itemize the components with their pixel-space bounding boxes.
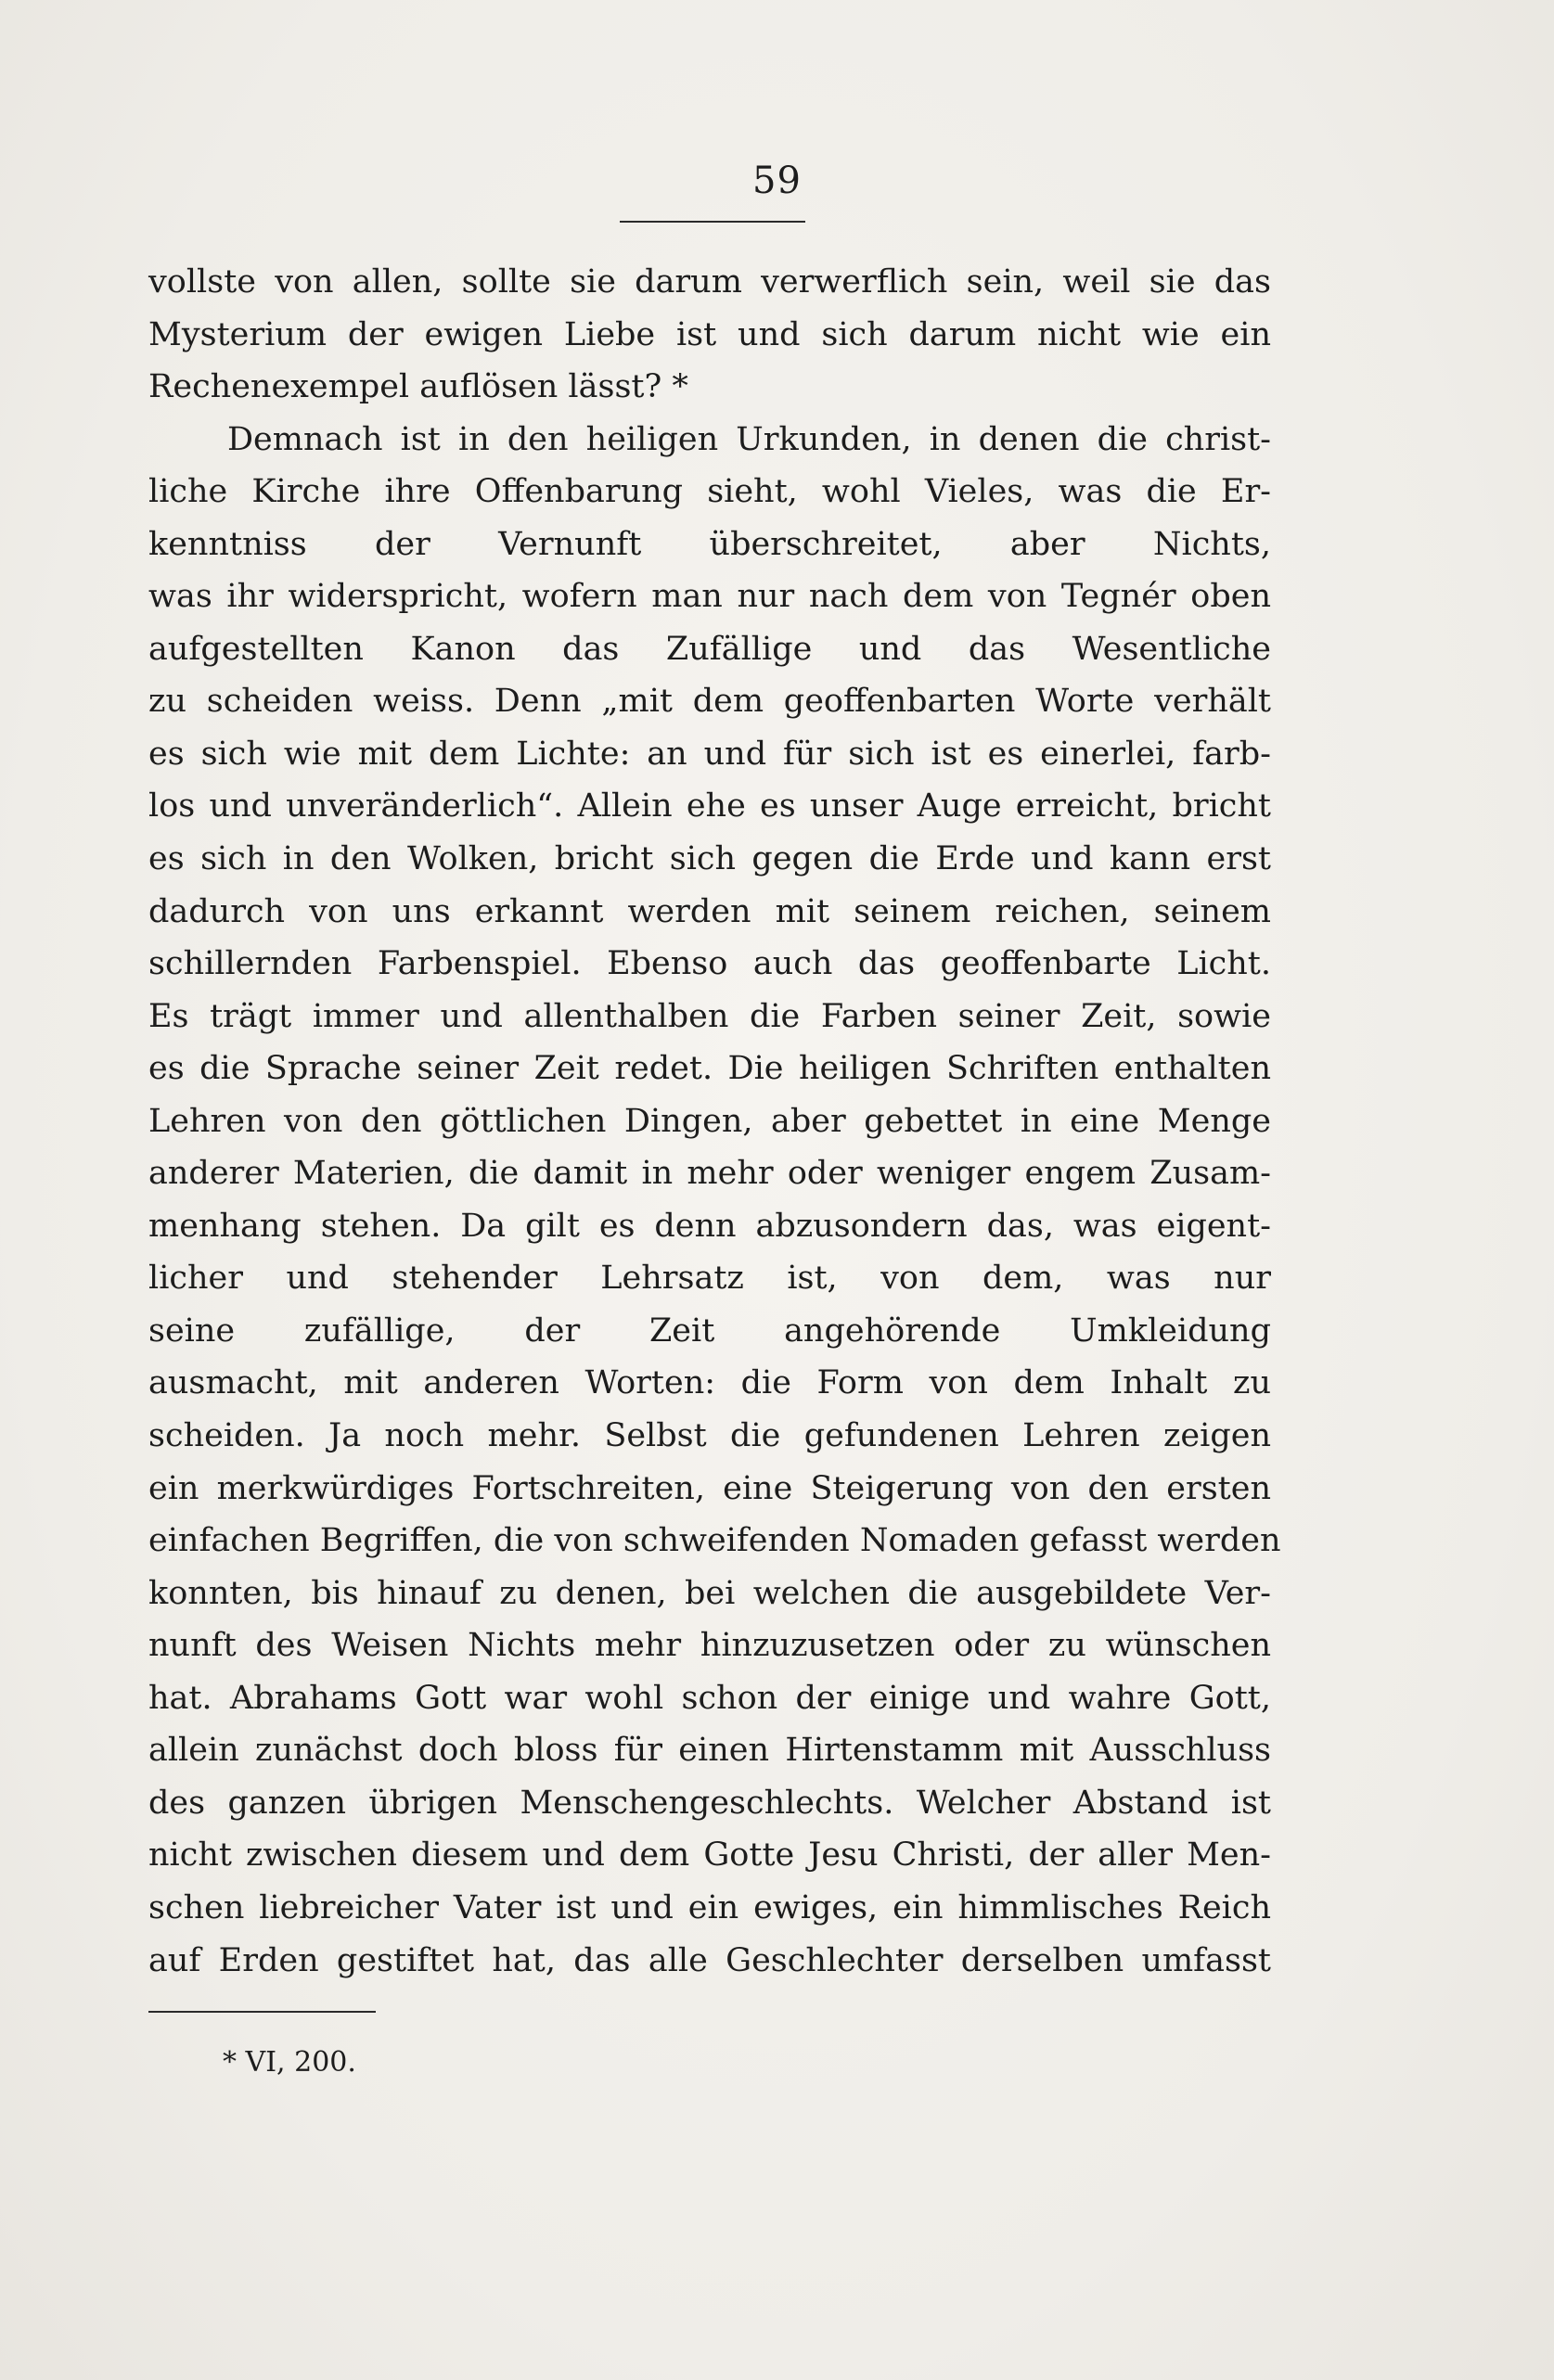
text-line: es sich in den Wolken, bricht sich gegen die Erde und kann erst bbox=[148, 840, 1271, 878]
text-line: Rechenexempel auflösen lässt? * bbox=[148, 368, 688, 406]
text-line: auf Erden gestiftet hat, das alle Geschlechter derselben umfasst bbox=[148, 1941, 1271, 1979]
text-line: Demnach ist in den heiligen Urkunden, in denen die christ- bbox=[227, 420, 1271, 458]
text-line: dadurch von uns erkannt werden mit seinem reichen, seinem bbox=[148, 892, 1271, 930]
text-line: liche Kirche ihre Offenbarung sieht, wohl Vieles, was die Er- bbox=[148, 473, 1271, 511]
text-line: Es trägt immer und allenthalben die Farben seiner Zeit, sowie bbox=[148, 997, 1271, 1035]
text-line: ein merkwürdiges Fortschreiten, eine Steigerung von den ersten bbox=[148, 1469, 1271, 1507]
text-line: schen liebreicher Vater ist und ein ewiges, ein himmlisches Reich bbox=[148, 1888, 1271, 1926]
text-line: licher und stehender Lehrsatz ist, von dem, was nur bbox=[148, 1260, 1271, 1298]
text-line: Mysterium der ewigen Liebe ist und sich darum nicht wie ein bbox=[148, 315, 1271, 353]
text-line: vollste von allen, sollte sie darum verwerflich sein, weil sie das bbox=[148, 263, 1271, 301]
text-line: anderer Materien, die damit in mehr oder weniger engem Zusam- bbox=[148, 1155, 1271, 1193]
text-line: hat. Abrahams Gott war wohl schon der einige und wahre Gott, bbox=[148, 1679, 1271, 1717]
footnote-rule bbox=[148, 2011, 376, 2013]
text-line: es sich wie mit dem Lichte: an und für sich ist es einerlei, farb- bbox=[148, 735, 1271, 773]
page-number-rule bbox=[620, 221, 805, 223]
text-line: zu scheiden weiss. Denn „mit dem geoffenbarten Worte verhält bbox=[148, 683, 1271, 721]
body-text bbox=[148, 256, 1281, 1987]
text-line: nicht zwischen diesem und dem Gotte Jesu Christi, der aller Men- bbox=[148, 1836, 1271, 1875]
text-line: seine zufällige, der Zeit angehörende Umkleidung bbox=[148, 1312, 1271, 1350]
text-line: scheiden. Ja noch mehr. Selbst die gefundenen Lehren zeigen bbox=[148, 1417, 1271, 1455]
text-line: los und unveränderlich“. Allein ehe es unser Auge erreicht, bricht bbox=[148, 787, 1271, 825]
text-line: ausmacht, mit anderen Worten: die Form von dem Inhalt zu bbox=[148, 1364, 1271, 1402]
text-line: menhang stehen. Da gilt es denn abzusondern das, was eigent- bbox=[148, 1207, 1271, 1245]
text-line: nunft des Weisen Nichts mehr hinzuzusetzen oder zu wünschen bbox=[148, 1627, 1271, 1665]
text-line: einfachen Begriffen, die von schweifenden Nomaden gefasst werden bbox=[148, 1522, 1281, 1560]
text-line: allein zunächst doch bloss für einen Hirtenstamm mit Ausschluss bbox=[148, 1732, 1271, 1770]
text-line: es die Sprache seiner Zeit redet. Die heiligen Schriften enthalten bbox=[148, 1050, 1271, 1088]
text-line: Lehren von den göttlichen Dingen, aber gebettet in eine Menge bbox=[148, 1102, 1271, 1140]
text-line: kenntniss der Vernunft überschreitet, aber Nichts, bbox=[148, 525, 1271, 563]
text-line: aufgestellten Kanon das Zufällige und das Wesentliche bbox=[148, 630, 1271, 668]
page-number: 59 bbox=[752, 160, 802, 202]
text-line: was ihr widerspricht, wofern man nur nach dem von Tegnér oben bbox=[148, 578, 1271, 616]
footnote: * VI, 200. bbox=[223, 2046, 356, 2079]
text-line: des ganzen übrigen Menschengeschlechts. Welcher Abstand ist bbox=[148, 1784, 1271, 1822]
text-line: schillernden Farbenspiel. Ebenso auch das geoffenbarte Licht. bbox=[148, 945, 1271, 983]
text-line: konnten, bis hinauf zu denen, bei welchen die ausgebildete Ver- bbox=[148, 1574, 1271, 1612]
